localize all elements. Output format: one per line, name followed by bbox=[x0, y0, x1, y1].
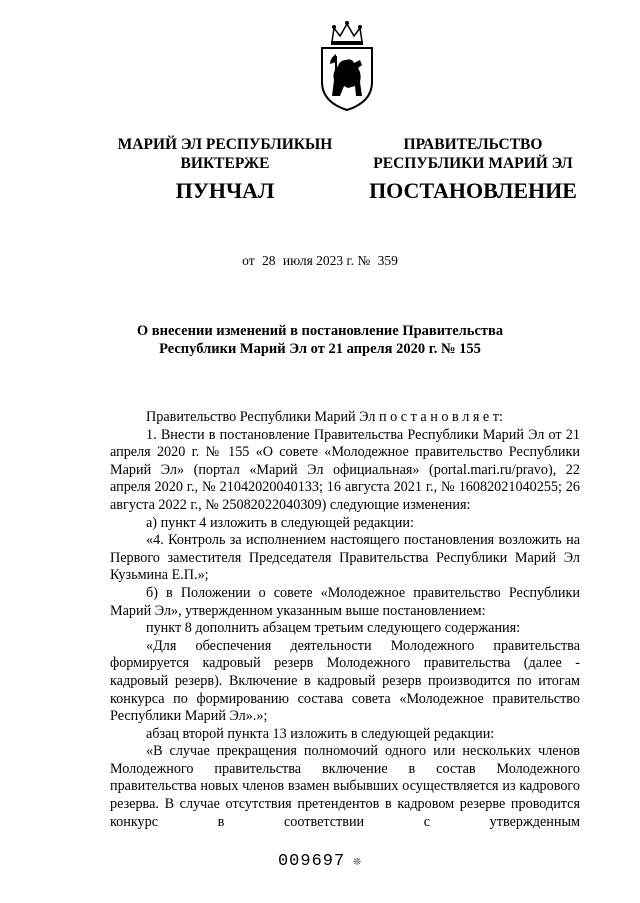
document-title-line2: Республики Марий Эл от 21 апреля 2020 г. № 155 bbox=[159, 341, 481, 357]
date-day: 28 bbox=[262, 253, 276, 268]
body-paragraph: «В случае прекращения полномочий одного или нескольких членов Молодежного правительства включение в состав Молодежного правительства новых членов взамен выбывших осуществляется из кадрового резерва. В случае отсутствия претендентов в кадровом резерве проводится конкурс в соответствии с утвержденным bbox=[110, 743, 580, 830]
body-paragraph: абзац второй пункта 13 изложить в следующей редакции: bbox=[146, 725, 495, 742]
header-left-line1: МАРИЙ ЭЛ РЕСПУБЛИКЫН bbox=[117, 136, 333, 153]
header-right-title: ПОСТАНОВЛЕНИЕ bbox=[369, 178, 577, 203]
document-date-line bbox=[0, 253, 640, 269]
body-paragraph: 1. Внести в постановление Правительства Республики Марий Эл от 21 апреля 2020 г. № 155 «О совете «Молодежное правительство Республики Марий Эл» (портал «Марий Эл официальная» (portal.mari.ru/pravo), 22 апреля 2020 г., № 21042020040133; 16 августа 2021 г., № 16082021040255; 26 августа 2022 г., № 25082022040309) следующие изменения: bbox=[110, 426, 580, 513]
date-prefix: от bbox=[242, 253, 255, 268]
document-title-line1: О внесении изменений в постановление Правительства bbox=[136, 323, 504, 339]
header-left-line2: ВИКТЕРЖЕ bbox=[180, 155, 270, 172]
document-title bbox=[100, 322, 540, 358]
body-paragraph: а) пункт 4 изложить в следующей редакции: bbox=[146, 514, 414, 531]
document-number: 359 bbox=[377, 253, 398, 268]
body-paragraph: Правительство Республики Марий Эл п о с т а н о в л я е т: bbox=[146, 409, 503, 425]
body-paragraph: «Для обеспечения деятельности Молодежного правительства формируется кадровый резерв Молодежного правительства (далее - кадровый резерв). Включение в кадровый резерв производится по итогам конкурса по формированию состава совета «Молодежное правительство Республики Марий Эл».»; bbox=[110, 637, 580, 725]
header-right-line2: РЕСПУБЛИКИ МАРИЙ ЭЛ bbox=[373, 155, 573, 172]
serial-mark-icon: ❊ bbox=[353, 854, 363, 869]
form-serial-number bbox=[0, 852, 640, 871]
date-month-year: июля 2023 г. № bbox=[282, 253, 371, 268]
document-body bbox=[110, 409, 580, 831]
header-left-title: ПУНЧАЛ bbox=[175, 178, 275, 203]
serial-number: 009697 bbox=[277, 852, 346, 871]
header-left-block bbox=[95, 135, 355, 205]
header-right-block bbox=[358, 135, 588, 205]
coat-of-arms-icon bbox=[318, 20, 376, 112]
body-paragraph: б) в Положении о совете «Молодежное правительство Республики Марий Эл», утвержденном указанным выше постановлением: bbox=[110, 584, 580, 619]
header-right-line1: ПРАВИТЕЛЬСТВО bbox=[403, 136, 543, 153]
body-paragraph: пункт 8 дополнить абзацем третьим следующего содержания: bbox=[146, 620, 521, 637]
body-paragraph: «4. Контроль за исполнением настоящего постановления возложить на Первого заместителя Председателя Правительства Республики Марий Эл Кузьмина Е.П.»; bbox=[110, 532, 580, 584]
